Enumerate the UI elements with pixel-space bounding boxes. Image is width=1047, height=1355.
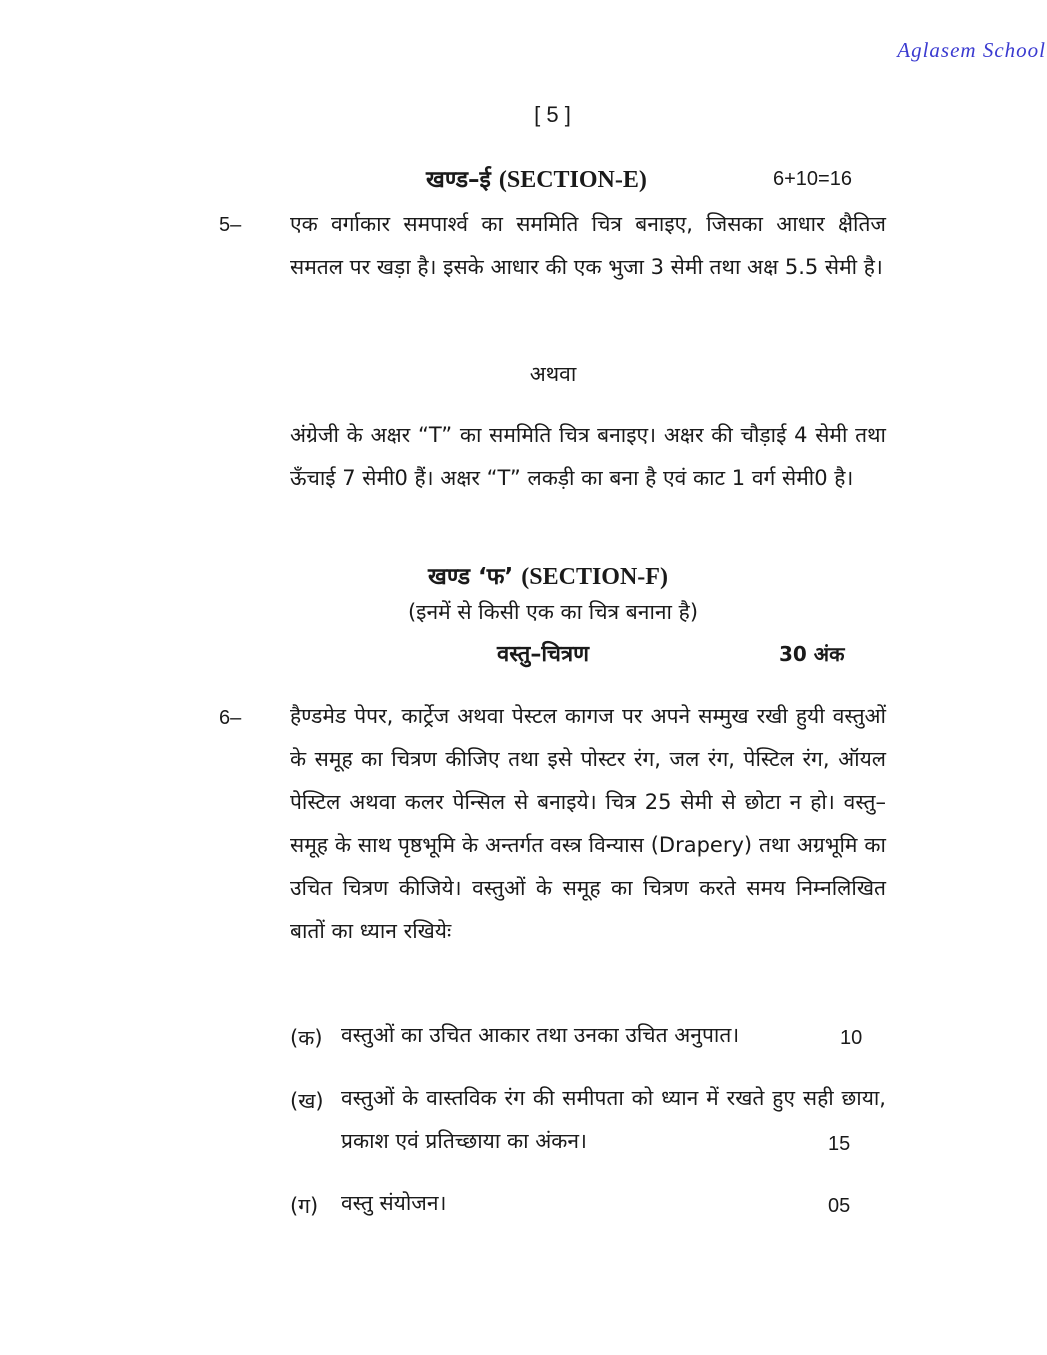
question-6-text: हैण्डमेड पेपर, कार्ट्रेज अथवा पेस्टल कागज पर अपने सम्मुख रखी हुयी वस्तुओं के समूह का चित्रण कीजिए तथा इसे पोस्टर रंग, जल रंग, पेस्टिल रंग, ऑयल पेस्टिल अथवा कलर पेन्सिल से बनाइये। चित्र 25 सेमी से छोटा न हो। वस्तु–समूह के साथ पृष्ठभूमि के अन्तर्गत वस्त्र विन्यास (Drapery) तथा अग्रभूमि का उचित चित्रण कीजिये। वस्तुओं के समूह का चित्रण करते समय निम्नलिखित बातों का ध्यान रखियेः <box>290 704 886 943</box>
section-f-heading-hi: खण्ड ‘फ’ <box>428 564 514 590</box>
section-f-subtitle: वस्तु–चित्रण <box>497 642 590 667</box>
item-kha-text: वस्तुओं के वास्तविक रंग की समीपता को ध्यान में रखते हुए सही छाया, प्रकाश एवं प्रतिच्छाया का अंकन। <box>341 1086 886 1153</box>
section-f-instruction: (इनमें से किसी एक का चित्र बनाना है) <box>407 600 699 624</box>
section-e-heading-hi: खण्ड–ई <box>426 167 491 193</box>
section-e-heading-en: (SECTION-E) <box>498 167 647 193</box>
brand-label: Aglasem School <box>897 38 1046 62</box>
question-5-number: 5– <box>219 214 242 236</box>
question-6-number: 6– <box>219 707 242 729</box>
section-f-heading <box>428 559 668 591</box>
or-label: अथवा <box>529 362 577 386</box>
section-f-marks: 30 अंक <box>779 642 845 666</box>
section-e-heading <box>426 162 647 194</box>
item-kha-label: (ख) <box>290 1089 324 1113</box>
question-5-text: एक वर्गाकार समपार्श्व का सममिति चित्र बनाइए, जिसका आधार क्षैतिज समतल पर खड़ा है। इसके आधार की एक भुजा 3 सेमी तथा अक्ष 5.5 सेमी है। <box>290 212 886 279</box>
item-ga-label: (ग) <box>290 1194 319 1218</box>
section-e-marks: 6+10=16 <box>773 168 852 190</box>
section-f-heading-en: (SECTION-F) <box>521 564 668 590</box>
item-ka-label: (क) <box>290 1026 323 1050</box>
question-5-alternative-text: अंग्रेजी के अक्षर “T” का सममिति चित्र बनाइए। अक्षर की चौड़ाई 4 सेमी तथा ऊँचाई 7 सेमी0 हैं। अक्षर “T” लकड़ी का बना है एवं काट 1 वर्ग सेमी0 है। <box>290 423 886 490</box>
item-ga-marks: 05 <box>828 1195 851 1217</box>
item-ga-text: वस्तु संयोजन। <box>341 1191 447 1215</box>
item-ka-text: वस्तुओं का उचित आकार तथा उनका उचित अनुपात। <box>341 1023 740 1047</box>
item-kha-marks: 15 <box>828 1133 851 1155</box>
item-ka-marks: 10 <box>840 1027 863 1049</box>
page-number: [ 5 ] <box>534 102 571 127</box>
